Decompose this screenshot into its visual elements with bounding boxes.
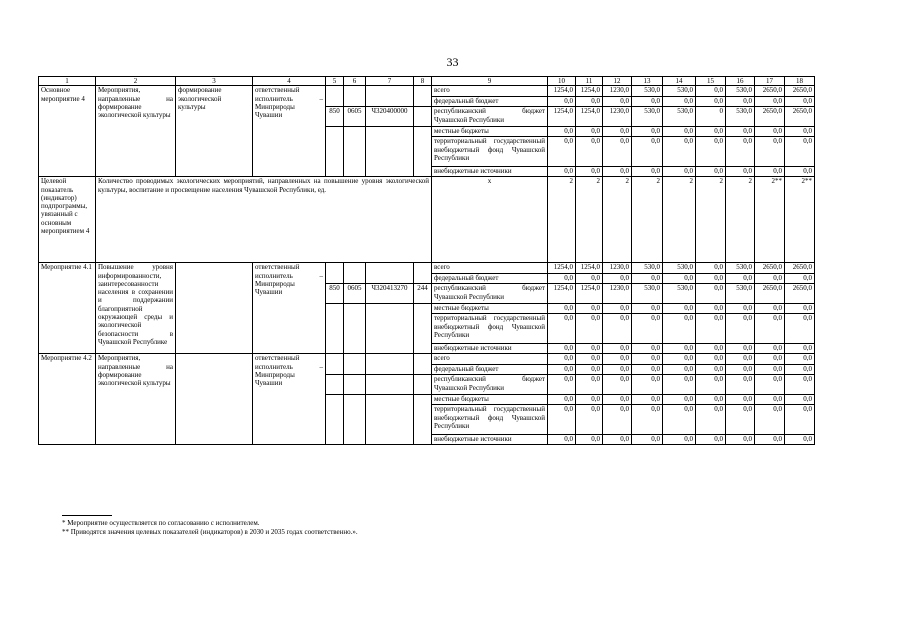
value-cell: 530,0 (632, 263, 663, 274)
executor-cell: ответственный исполнитель – Минприроды Чувашии (253, 354, 326, 445)
value-cell: 0,0 (755, 274, 785, 284)
budget-code-cell (414, 354, 432, 375)
header-cell: 2 (96, 77, 176, 86)
value-cell: 0,0 (755, 127, 785, 137)
value-cell: 0,0 (548, 435, 576, 445)
budget-code-cell (366, 304, 414, 354)
budget-code-cell (326, 127, 344, 177)
budget-code-cell (414, 263, 432, 284)
value-cell: 0,0 (548, 274, 576, 284)
value-cell: 0,0 (696, 365, 726, 375)
value-cell: 530,0 (663, 107, 696, 127)
budget-code-cell (344, 127, 366, 177)
value-cell: 0,0 (603, 137, 632, 167)
budget-code-cell: 0605 (344, 284, 366, 304)
budget-code-cell: 0605 (344, 107, 366, 127)
table-row (39, 263, 815, 274)
value-cell: 0,0 (696, 344, 726, 354)
value-cell: 0,0 (603, 395, 632, 405)
value-cell: 0,0 (785, 395, 815, 405)
budget-code-cell (366, 263, 414, 284)
value-cell: 530,0 (726, 284, 755, 304)
value-cell: 0,0 (785, 274, 815, 284)
value-cell: 0,0 (632, 127, 663, 137)
event-goal-cell: формирование экологической культуры (176, 86, 253, 177)
value-cell: 1230,0 (603, 86, 632, 97)
program-table (38, 76, 815, 445)
value-cell: 0,0 (632, 405, 663, 435)
value-cell: 530,0 (632, 284, 663, 304)
value-cell: 0,0 (663, 435, 696, 445)
value-cell: 0,0 (663, 304, 696, 314)
value-cell: 2650,0 (755, 263, 785, 274)
value-cell: 0,0 (696, 395, 726, 405)
value-cell: 0,0 (785, 405, 815, 435)
value-cell: 0,0 (632, 304, 663, 314)
header-cell: 17 (755, 77, 785, 86)
funding-source-cell: всего (432, 263, 548, 274)
value-cell: 0,0 (632, 354, 663, 365)
value-cell: 1254,0 (548, 107, 576, 127)
value-cell: 0,0 (785, 304, 815, 314)
value-cell: 0,0 (603, 97, 632, 107)
value-cell: 0,0 (632, 395, 663, 405)
value-cell: 0,0 (632, 137, 663, 167)
value-cell: 0,0 (548, 127, 576, 137)
value-cell: 0,0 (548, 304, 576, 314)
funding-source-cell: внебюджетные источники (432, 435, 548, 445)
table-row (39, 86, 815, 97)
page-number: 33 (446, 55, 459, 69)
header-cell: 12 (603, 77, 632, 86)
indicator-text-cell: Количество проводимых экологических мероприятий, направленных на повышение уровня экологической культуры, воспитание и просвещение населения Чувашской Республики, ед. (96, 177, 432, 263)
value-cell: 0,0 (696, 375, 726, 395)
value-cell: 0,0 (576, 274, 603, 284)
header-cell: 5 (326, 77, 344, 86)
value-cell: 530,0 (663, 86, 696, 97)
value-cell: 0,0 (603, 375, 632, 395)
value-cell: 1230,0 (603, 107, 632, 127)
header-cell: 1 (39, 77, 96, 86)
indicator-label-cell: Целевой показатель (индикатор) подпрограммы, увязанный с основным мероприятием 4 (39, 177, 96, 263)
budget-code-cell (414, 304, 432, 354)
value-cell: 0,0 (632, 314, 663, 344)
budget-code-cell (326, 354, 344, 375)
value-cell: 0,0 (726, 375, 755, 395)
value-cell: 0,0 (696, 354, 726, 365)
value-cell: 0,0 (755, 344, 785, 354)
funding-source-cell: республиканский бюджет Чувашской Республики (432, 375, 548, 395)
value-cell: 2 (726, 177, 755, 263)
value-cell: 0,0 (785, 375, 815, 395)
event-name-cell: Основное мероприятие 4 (39, 86, 96, 177)
budget-code-cell (326, 395, 344, 445)
budget-code-cell (366, 395, 414, 445)
value-cell: 0,0 (632, 375, 663, 395)
value-cell: 0,0 (755, 395, 785, 405)
value-cell: 0,0 (548, 344, 576, 354)
funding-source-cell: территориальный государственный внебюджетный фонд Чувашской Республики (432, 314, 548, 344)
value-cell: 1254,0 (548, 284, 576, 304)
value-cell: 0,0 (726, 354, 755, 365)
value-cell: 0,0 (755, 137, 785, 167)
value-cell: 0,0 (548, 395, 576, 405)
value-cell: 1254,0 (548, 86, 576, 97)
value-cell: 0,0 (755, 167, 785, 177)
value-cell: 0,0 (755, 304, 785, 314)
funding-source-cell: федеральный бюджет (432, 274, 548, 284)
value-cell: 0,0 (548, 167, 576, 177)
value-cell: 0,0 (755, 405, 785, 435)
header-row (39, 77, 815, 86)
value-cell: 2 (603, 177, 632, 263)
header-cell: 14 (663, 77, 696, 86)
event-name-cell: Мероприятие 4.2 (39, 354, 96, 445)
value-cell: 0,0 (726, 344, 755, 354)
value-cell: 0,0 (696, 304, 726, 314)
value-cell: 0,0 (603, 304, 632, 314)
value-cell: 0,0 (576, 354, 603, 365)
value-cell: 0,0 (696, 274, 726, 284)
budget-code-cell: 850 (326, 284, 344, 304)
value-cell: 0,0 (696, 167, 726, 177)
value-cell: 0,0 (785, 167, 815, 177)
footnotes (62, 515, 358, 537)
budget-code-cell (366, 127, 414, 177)
value-cell: 0,0 (632, 167, 663, 177)
value-cell: 0,0 (548, 314, 576, 344)
value-cell: 0,0 (576, 304, 603, 314)
table-row (39, 354, 815, 365)
budget-code-cell (366, 375, 414, 395)
header-cell: 7 (366, 77, 414, 86)
value-cell: 1230,0 (603, 284, 632, 304)
budget-code-cell (414, 107, 432, 127)
value-cell: 0,0 (726, 167, 755, 177)
value-cell: 0,0 (755, 365, 785, 375)
budget-code-cell (414, 127, 432, 177)
value-cell: 0,0 (785, 127, 815, 137)
value-cell: 1254,0 (548, 263, 576, 274)
value-cell: 0,0 (696, 263, 726, 274)
value-cell: 0,0 (726, 137, 755, 167)
value-cell: 2** (785, 177, 815, 263)
value-cell: 0,0 (663, 354, 696, 365)
value-cell: 0,0 (603, 167, 632, 177)
footnote-1: * Мероприятие осуществляется по согласованию с исполнителем. (62, 519, 260, 527)
event-description-cell: Мероприятия, направленные на формирование экологической культуры (96, 86, 176, 177)
value-cell: 530,0 (726, 107, 755, 127)
funding-source-cell: всего (432, 354, 548, 365)
value-cell: 2** (755, 177, 785, 263)
value-cell: 2650,0 (785, 107, 815, 127)
value-cell: 1230,0 (603, 263, 632, 274)
value-cell: 0,0 (632, 97, 663, 107)
value-cell: 0,0 (755, 375, 785, 395)
budget-code-cell (366, 354, 414, 375)
funding-source-cell: местные бюджеты (432, 127, 548, 137)
budget-code-cell: Ч320413270 (366, 284, 414, 304)
budget-code-cell (344, 263, 366, 284)
header-cell: 15 (696, 77, 726, 86)
funding-source-cell: внебюджетные источники (432, 344, 548, 354)
value-cell: 0,0 (632, 365, 663, 375)
value-cell: 0,0 (785, 365, 815, 375)
value-cell: 0,0 (603, 435, 632, 445)
value-cell: 0,0 (603, 127, 632, 137)
value-cell: 0,0 (603, 314, 632, 344)
budget-code-cell (344, 375, 366, 395)
value-cell: 2 (548, 177, 576, 263)
budget-code-cell (414, 375, 432, 395)
value-cell: 0,0 (696, 405, 726, 435)
budget-code-cell (414, 395, 432, 445)
funding-source-cell: федеральный бюджет (432, 365, 548, 375)
value-cell: 0,0 (785, 344, 815, 354)
value-cell: 0,0 (663, 274, 696, 284)
value-cell: 0,0 (576, 365, 603, 375)
value-cell: 0,0 (548, 97, 576, 107)
indicator-x-cell: x (432, 177, 548, 263)
value-cell: 2 (663, 177, 696, 263)
value-cell: 0,0 (785, 137, 815, 167)
header-cell: 9 (432, 77, 548, 86)
budget-code-cell (326, 304, 344, 354)
value-cell: 0,0 (548, 137, 576, 167)
value-cell: 2650,0 (785, 284, 815, 304)
header-cell: 4 (253, 77, 326, 86)
value-cell: 2650,0 (785, 263, 815, 274)
budget-code-cell: 244 (414, 284, 432, 304)
value-cell: 0,0 (663, 127, 696, 137)
value-cell: 0,0 (663, 405, 696, 435)
event-description-cell: Мероприятия, направленные на формирование экологической культуры (96, 354, 176, 445)
value-cell: 2 (632, 177, 663, 263)
budget-code-cell (344, 86, 366, 107)
value-cell: 0,0 (576, 375, 603, 395)
budget-code-cell: Ч320400000 (366, 107, 414, 127)
value-cell: 0,0 (726, 365, 755, 375)
executor-cell: ответственный исполнитель – Минприроды Чувашии (253, 86, 326, 177)
value-cell: 0,0 (548, 365, 576, 375)
footnote-2: ** Приводятся значения целевых показателей (индикаторов) в 2030 и 2035 годах соответственно.». (62, 528, 358, 536)
value-cell: 2650,0 (785, 86, 815, 97)
budget-code-cell (326, 263, 344, 284)
header-cell: 16 (726, 77, 755, 86)
value-cell: 530,0 (632, 86, 663, 97)
value-cell: 0,0 (576, 137, 603, 167)
value-cell: 1254,0 (576, 284, 603, 304)
value-cell: 0,0 (548, 354, 576, 365)
value-cell: 1254,0 (576, 107, 603, 127)
budget-code-cell (326, 375, 344, 395)
value-cell: 0,0 (755, 354, 785, 365)
funding-source-cell: местные бюджеты (432, 395, 548, 405)
value-cell: 2650,0 (755, 86, 785, 97)
budget-code-cell (326, 86, 344, 107)
value-cell: 0,0 (632, 274, 663, 284)
value-cell: 0,0 (726, 127, 755, 137)
value-cell: 0,0 (726, 435, 755, 445)
value-cell: 0,0 (696, 137, 726, 167)
budget-code-cell: 850 (326, 107, 344, 127)
header-cell: 6 (344, 77, 366, 86)
funding-source-cell: территориальный государственный внебюджетный фонд Чувашской Республики (432, 405, 548, 435)
value-cell: 0,0 (696, 127, 726, 137)
value-cell: 2650,0 (755, 284, 785, 304)
value-cell: 0,0 (755, 97, 785, 107)
value-cell: 530,0 (726, 263, 755, 274)
value-cell: 0,0 (576, 405, 603, 435)
value-cell: 0,0 (726, 405, 755, 435)
value-cell: 0,0 (726, 304, 755, 314)
funding-source-cell: всего (432, 86, 548, 97)
value-cell: 1254,0 (576, 86, 603, 97)
executor-cell: ответственный исполнитель – Минприроды Чувашии (253, 263, 326, 354)
value-cell: 0,0 (726, 314, 755, 344)
funding-source-cell: территориальный государственный внебюджетный фонд Чувашской Республики (432, 137, 548, 167)
value-cell: 0 (696, 107, 726, 127)
value-cell: 0,0 (663, 97, 696, 107)
value-cell: 0,0 (785, 435, 815, 445)
budget-code-cell (414, 86, 432, 107)
value-cell: 0,0 (603, 354, 632, 365)
value-cell: 0,0 (576, 435, 603, 445)
funding-source-cell: республиканский бюджет Чувашской Республики (432, 284, 548, 304)
budget-code-cell (344, 395, 366, 445)
event-goal-cell (176, 354, 253, 445)
event-description-cell: Повышение уровня информированности, заинтересованности населения в сохранении и поддержании благоприятной окружающей среды и экологической безопасности в Чувашской Республике (96, 263, 176, 354)
header-cell: 11 (576, 77, 603, 86)
value-cell: 0,0 (726, 97, 755, 107)
value-cell: 0,0 (603, 405, 632, 435)
value-cell: 0,0 (576, 314, 603, 344)
header-cell: 3 (176, 77, 253, 86)
value-cell: 530,0 (726, 86, 755, 97)
value-cell: 0,0 (663, 344, 696, 354)
value-cell: 0,0 (603, 274, 632, 284)
value-cell: 0,0 (696, 314, 726, 344)
header-cell: 18 (785, 77, 815, 86)
funding-source-cell: федеральный бюджет (432, 97, 548, 107)
value-cell: 0,0 (576, 127, 603, 137)
value-cell: 2650,0 (755, 107, 785, 127)
header-cell: 8 (414, 77, 432, 86)
value-cell: 0,0 (632, 435, 663, 445)
value-cell: 0,0 (696, 284, 726, 304)
value-cell: 0,0 (755, 314, 785, 344)
value-cell: 0,0 (785, 354, 815, 365)
value-cell: 0,0 (576, 167, 603, 177)
value-cell: 0,0 (785, 314, 815, 344)
budget-code-cell (366, 86, 414, 107)
header-cell: 13 (632, 77, 663, 86)
value-cell: 0,0 (663, 167, 696, 177)
value-cell: 0,0 (603, 344, 632, 354)
value-cell: 0,0 (663, 314, 696, 344)
value-cell: 0,0 (663, 365, 696, 375)
value-cell: 0,0 (576, 97, 603, 107)
value-cell: 0,0 (663, 375, 696, 395)
event-name-cell: Мероприятие 4.1 (39, 263, 96, 354)
value-cell: 0,0 (696, 86, 726, 97)
value-cell: 0,0 (726, 274, 755, 284)
value-cell: 0,0 (663, 395, 696, 405)
indicator-row (39, 177, 815, 263)
value-cell: 530,0 (663, 284, 696, 304)
value-cell: 530,0 (663, 263, 696, 274)
value-cell: 0,0 (576, 395, 603, 405)
funding-source-cell: местные бюджеты (432, 304, 548, 314)
value-cell: 0,0 (603, 365, 632, 375)
value-cell: 0,0 (548, 375, 576, 395)
value-cell: 0,0 (785, 97, 815, 107)
funding-source-cell: республиканский бюджет Чувашской Республики (432, 107, 548, 127)
event-goal-cell (176, 263, 253, 354)
header-cell: 10 (548, 77, 576, 86)
budget-code-cell (344, 304, 366, 354)
value-cell: 1254,0 (576, 263, 603, 274)
funding-source-cell: внебюджетные источники (432, 167, 548, 177)
footnote-rule (62, 515, 112, 516)
budget-code-cell (344, 354, 366, 375)
value-cell: 2 (576, 177, 603, 263)
value-cell: 0,0 (726, 395, 755, 405)
value-cell: 0,0 (548, 405, 576, 435)
value-cell: 0,0 (755, 435, 785, 445)
value-cell: 0,0 (663, 137, 696, 167)
value-cell: 0,0 (576, 344, 603, 354)
value-cell: 0,0 (696, 97, 726, 107)
value-cell: 2 (696, 177, 726, 263)
value-cell: 530,0 (632, 107, 663, 127)
value-cell: 0,0 (632, 344, 663, 354)
value-cell: 0,0 (696, 435, 726, 445)
